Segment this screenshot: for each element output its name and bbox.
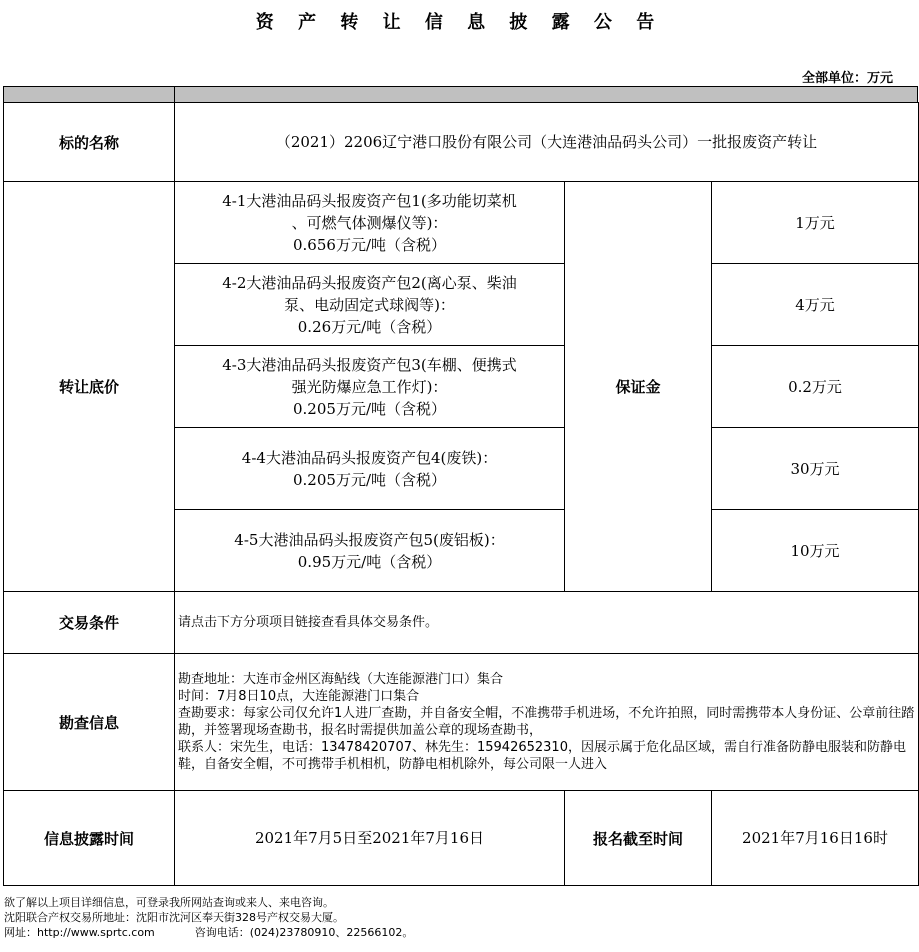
deposit-amount: 10万元 [712, 510, 919, 592]
footer-line [4, 925, 413, 940]
website-link[interactable]: 网址：http://www.sprtc.com [4, 926, 155, 939]
disclosure-value: 2021年7月5日至2021年7月16日 [175, 791, 565, 886]
conditions-value: 请点击下方分项项目链接查看具体交易条件。 [175, 592, 919, 654]
deposit-amount: 0.2万元 [712, 346, 919, 428]
package-description: 4-1大港油品码头报废资产包1(多功能切菜机 、可燃气体测爆仪等)： 0.656万元/吨（含税） [175, 182, 565, 264]
deadline-value: 2021年7月16日16时 [712, 791, 919, 886]
price-label: 转让底价 [4, 182, 175, 592]
subject-row [4, 103, 919, 182]
survey-row [4, 654, 919, 791]
subject-value: （2021）2206辽宁港口股份有限公司（大连港油品码头公司）一批报废资产转让 [175, 103, 919, 182]
package-description: 4-2大港油品码头报废资产包2(离心泵、柴油 泵、电动固定式球阀等)： 0.26万元/吨（含税） [175, 264, 565, 346]
footer [4, 895, 413, 940]
phone-text: 咨询电话：(024)23780910、22566102。 [194, 926, 414, 939]
deposit-amount: 30万元 [712, 428, 919, 510]
header-bar [3, 86, 918, 103]
package-description: 4-5大港油品码头报废资产包5(废铝板)： 0.95万元/吨（含税） [175, 510, 565, 592]
subject-label: 标的名称 [4, 103, 175, 182]
deposit-amount: 1万元 [712, 182, 919, 264]
page-title: 资 产 转 让 信 息 披 露 公 告 [255, 12, 664, 33]
footer-line: 沈阳联合产权交易所地址：沈阳市沈河区奉天街328号产权交易大厦。 [4, 911, 344, 924]
survey-value: 勘查地址：大连市金州区海鲇线（大连能源港门口）集合 时间：7月8日10点，大连能源港门口集合 查勘要求：每家公司仅允许1人进厂查勘，并自备安全帽，不准携带手机进场，不允许拍照，同时需携带本人身份证、公章前往踏勘，并签署现场查勘书，报名时需提供加盖公章的现场查勘书， 联系人：宋先生，电话：13478420707、林先生：15942652310，因展示属于危化品区域，需自行准备防静电服装和防静电鞋，自备安全帽，不可携带手机相机，防静电相机除外，每公司限一人进入 [175, 654, 919, 791]
conditions-label: 交易条件 [4, 592, 175, 654]
package-row [4, 182, 919, 264]
footer-line: 欲了解以上项目详细信息，可登录我所网站查询或来人、来电咨询。 [4, 896, 334, 909]
disclosure-table [3, 102, 919, 886]
deposit-amount: 4万元 [712, 264, 919, 346]
deposit-label: 保证金 [565, 182, 712, 592]
disclosure-label: 信息披露时间 [4, 791, 175, 886]
unit-note: 全部单位：万元 [801, 71, 893, 86]
deadline-label: 报名截至时间 [565, 791, 712, 886]
survey-label: 勘查信息 [4, 654, 175, 791]
conditions-row [4, 592, 919, 654]
package-description: 4-3大港油品码头报废资产包3(车棚、便携式 强光防爆应急工作灯)： 0.205万元/吨（含税） [175, 346, 565, 428]
package-description: 4-4大港油品码头报废资产包4(废铁)： 0.205万元/吨（含税） [175, 428, 565, 510]
disclosure-row [4, 791, 919, 886]
